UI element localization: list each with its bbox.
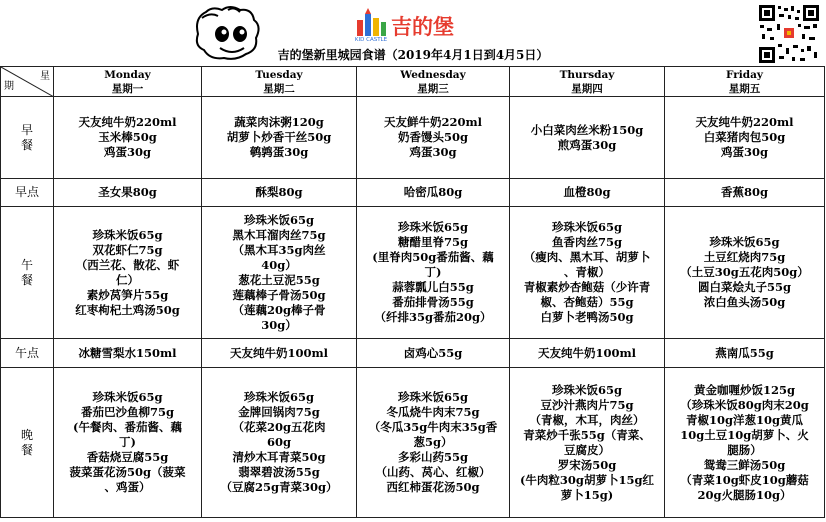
menu-item-line: (牛肉粒30g胡萝卜15g红 xyxy=(519,472,655,487)
menu-item-line: 珍珠米饭65g xyxy=(243,212,315,227)
meal-row-afternoon-snack xyxy=(1,339,825,368)
menu-cell xyxy=(665,368,825,518)
menu-cell xyxy=(202,207,357,339)
menu-cell xyxy=(357,179,510,207)
day-cn: 星期一 xyxy=(111,82,144,95)
menu-item-line: 卤鸡心55g xyxy=(403,345,463,360)
menu-item-line: 金牌回锅肉75g xyxy=(238,405,320,419)
menu-item-line: 鸳鸯三鲜汤50g xyxy=(703,457,786,472)
menu-item-line: 素炒莴笋片55g xyxy=(86,287,169,302)
menu-cell xyxy=(357,368,510,518)
menu-item-line: （莲藕20g棒子骨 xyxy=(232,302,326,317)
menu-item-line: 多彩山药55g xyxy=(397,450,469,464)
menu-item-line: 鸡蛋30g xyxy=(409,145,457,159)
meal-row-dinner xyxy=(1,368,825,518)
menu-item-line: 奶香馒头50g xyxy=(397,130,469,144)
meal-label xyxy=(1,207,54,339)
menu-item-line: 蒜蓉瓢儿白55g xyxy=(392,280,474,294)
menu-item-line: 60g xyxy=(266,435,292,449)
meal-label-text: 午餐 xyxy=(20,257,33,287)
meal-row-lunch xyxy=(1,207,825,339)
day-cn: 星期二 xyxy=(263,82,295,95)
menu-item-line: 酥梨80g xyxy=(255,185,303,199)
menu-cell xyxy=(665,207,825,339)
menu-cell xyxy=(510,368,665,518)
menu-cell xyxy=(665,179,825,207)
day-en: Tuesday xyxy=(255,68,303,81)
corner-bottom-label: 期 xyxy=(4,81,14,92)
menu-item-line: 30g） xyxy=(261,317,297,332)
menu-cell xyxy=(665,97,825,179)
meal-label-text: 午点 xyxy=(14,345,39,360)
menu-cell xyxy=(202,368,357,518)
menu-item-line: 西红柿蛋花汤50g xyxy=(386,480,480,494)
menu-item-line: 豆沙汁燕肉片75g xyxy=(540,397,634,412)
menu-item-line: 燕南瓜55g xyxy=(715,345,774,360)
menu-item-line: （花菜20g五花肉 xyxy=(232,420,326,434)
menu-item-line: 双花虾仁75g xyxy=(92,242,163,257)
menu-cell xyxy=(202,97,357,179)
menu-cell xyxy=(54,339,202,368)
menu-item-line: （土豆30g五花肉50g） xyxy=(680,265,809,279)
menu-item-line: 、青椒） xyxy=(564,265,610,279)
day-header-tuesday xyxy=(202,67,357,97)
menu-item-line: 黄金咖喱炒饭125g xyxy=(693,382,796,397)
menu-cell xyxy=(54,97,202,179)
day-header-wednesday xyxy=(357,67,510,97)
menu-item-line: 黑木耳溜肉丝75g xyxy=(232,227,326,242)
menu-item-line: 豆腐皮） xyxy=(564,442,610,457)
menu-cell xyxy=(510,179,665,207)
menu-item-line: 香蕉80g xyxy=(720,185,769,199)
day-en: Wednesday xyxy=(400,68,466,81)
menu-item-line: 青椒10g洋葱10g黄瓜 xyxy=(685,412,804,427)
menu-item-line: 珍珠米饭65g xyxy=(397,220,469,234)
menu-item-line: 葱5g） xyxy=(413,435,453,449)
menu-item-line: 煎鸡蛋30g xyxy=(557,137,617,152)
menu-item-line: 天友纯牛奶100ml xyxy=(229,345,329,360)
page-title: 吉的堡新里城园食谱（2019年4月1日到4月5日） xyxy=(277,48,549,62)
menu-item-line: 莲藕棒子骨汤50g xyxy=(232,287,326,302)
menu-item-line: 哈密瓜80g xyxy=(403,185,463,199)
menu-item-line: 鱼香肉丝75g xyxy=(551,235,623,249)
kid-castle-logo-sub: KID CASTLE xyxy=(355,37,388,42)
menu-cell xyxy=(202,179,357,207)
menu-item-line: 珍珠米饭65g xyxy=(551,382,623,397)
day-en: Thursday xyxy=(559,68,615,81)
menu-item-line: 珍珠米饭65g xyxy=(551,220,623,234)
menu-item-line: （珍珠米饭80g肉末20g xyxy=(680,397,809,412)
menu-item-line: 血橙80g xyxy=(563,185,611,199)
header-row xyxy=(1,67,825,97)
day-header-thursday xyxy=(510,67,665,97)
menu-item-line: （山药、莴心、红椒） xyxy=(375,465,491,479)
day-header-friday xyxy=(665,67,825,97)
menu-item-line: 青椒素炒杏鲍菇（少许青 xyxy=(523,280,651,294)
menu-item-line: 天友纯牛奶220ml xyxy=(695,115,794,129)
menu-item-line: 白萝卜老鸭汤50g xyxy=(540,310,634,324)
menu-item-line: 葱花土豆泥55g xyxy=(238,272,320,287)
menu-item-line: 糖醋里脊75g xyxy=(397,235,469,249)
menu-item-line: （西兰花、散花、虾 xyxy=(75,257,180,272)
menu-item-line: 椒、杏鲍菇）55g xyxy=(540,295,634,309)
menu-cell xyxy=(202,339,357,368)
meal-label-text: 早点 xyxy=(14,185,39,199)
menu-item-line: 天友鲜牛奶220ml xyxy=(383,115,483,129)
menu-item-line: 20g火腿肠10g） xyxy=(697,487,792,502)
menu-item-line: 番茄巴沙鱼柳75g xyxy=(80,405,175,419)
menu-cell xyxy=(357,97,510,179)
meal-label xyxy=(1,179,54,207)
menu-cell xyxy=(665,339,825,368)
menu-item-line: 翡翠碧波汤55g xyxy=(238,465,320,479)
menu-item-line: 小白菜肉丝米粉150g xyxy=(530,122,644,137)
menu-item-line: 胡萝卜炒香干丝50g xyxy=(226,130,332,144)
menu-item-line: 珍珠米饭65g xyxy=(92,390,163,404)
day-cn: 星期三 xyxy=(417,82,449,95)
menu-item-line: 10g土豆10g胡萝卜、火 xyxy=(680,427,809,442)
meal-label xyxy=(1,339,54,368)
menu-item-line: （青菜10g虾皮10g蘑菇 xyxy=(680,472,809,487)
menu-cell xyxy=(510,97,665,179)
menu-item-line: 冬瓜烧牛肉末75g xyxy=(386,405,480,419)
menu-item-line: 仁） xyxy=(116,272,139,287)
menu-item-line: 番茄排骨汤55g xyxy=(392,295,474,309)
menu-item-line: 丁) xyxy=(119,435,136,449)
menu-item-line: 冰糖雪梨水150ml xyxy=(78,345,177,360)
meal-row-breakfast xyxy=(1,97,825,179)
kid-castle-logo-text: 吉的堡 xyxy=(391,15,454,39)
day-cn: 星期五 xyxy=(728,82,761,95)
menu-item-line: 白菜猪肉包50g xyxy=(703,130,786,144)
menu-cell xyxy=(54,368,202,518)
menu-cell xyxy=(357,339,510,368)
menu-item-line: 清炒木耳青菜50g xyxy=(232,450,326,464)
menu-item-line: 丁) xyxy=(424,265,442,279)
menu-item-line: 浓白鱼头汤50g xyxy=(703,295,786,309)
menu-item-line: （瘦肉、黑木耳、胡萝卜 xyxy=(523,250,651,264)
menu-item-line: 香菇烧豆腐55g xyxy=(86,450,169,464)
meal-label xyxy=(1,368,54,518)
menu-table xyxy=(0,66,825,518)
menu-item-line: 天友纯牛奶100ml xyxy=(537,345,637,360)
menu-item-line: （黑木耳35g肉丝 xyxy=(232,242,326,257)
menu-item-line: 土豆红烧肉75g xyxy=(703,250,786,264)
menu-item-line: 珍珠米饭65g xyxy=(92,227,163,242)
menu-item-line: 天友纯牛奶220ml xyxy=(78,115,177,129)
menu-cell xyxy=(54,207,202,339)
menu-item-line: 罗宋汤50g xyxy=(557,457,617,472)
menu-item-line: 蔬菜肉沫粥120g xyxy=(234,115,324,129)
day-cn: 星期四 xyxy=(571,82,603,95)
menu-item-line: 珍珠米饭65g xyxy=(397,390,469,404)
menu-item-line: 、鸡蛋） xyxy=(104,480,151,494)
menu-item-line: （青椒，木耳，肉丝） xyxy=(529,412,645,427)
meal-row-morning-snack xyxy=(1,179,825,207)
menu-item-line: 菠菜蛋花汤50g（菠菜 xyxy=(69,465,186,479)
menu-item-line: （纤排35g番茄20g） xyxy=(374,310,492,324)
menu-item-line: 珍珠米饭65g xyxy=(243,390,315,404)
menu-item-line: 珍珠米饭65g xyxy=(709,235,780,249)
menu-item-line: 青菜炒千张55g（青菜、 xyxy=(523,427,651,442)
menu-item-line: 鸡蛋30g xyxy=(103,145,152,159)
menu-item-line: (午餐肉、番茄酱、藕 xyxy=(73,420,182,434)
menu-item-line: 40g） xyxy=(261,257,297,272)
menu-item-line: 鹌鹑蛋30g xyxy=(249,145,309,159)
menu-item-line: （冬瓜35g牛肉末35g香 xyxy=(368,420,498,434)
menu-item-line: （豆腐25g青菜30g） xyxy=(220,480,338,494)
menu-item-line: 萝卜15g) xyxy=(560,487,614,502)
menu-cell xyxy=(54,179,202,207)
menu-cell xyxy=(510,339,665,368)
menu-cell xyxy=(357,207,510,339)
corner-top-label: 星 xyxy=(40,71,50,82)
menu-item-line: 玉米棒50g xyxy=(98,130,157,144)
menu-item-line: 鸡蛋30g xyxy=(720,145,769,159)
menu-item-line: 圆白菜烩丸子55g xyxy=(697,280,792,294)
kid-castle-logo xyxy=(355,6,465,42)
meal-label xyxy=(1,97,54,179)
menu-item-line: 圣女果80g xyxy=(98,185,157,199)
meal-label-text: 晚餐 xyxy=(20,427,33,457)
day-header-monday xyxy=(54,67,202,97)
menu-item-line: 腿肠） xyxy=(727,442,762,457)
corner-cell xyxy=(1,67,54,97)
menu-cell xyxy=(510,207,665,339)
day-en: Friday xyxy=(725,68,764,81)
menu-item-line: 红枣枸杞土鸡汤50g xyxy=(75,302,180,317)
menu-item-line: (里脊肉50g番茄酱、藕 xyxy=(372,250,494,264)
meal-label-text: 早餐 xyxy=(20,122,33,152)
day-en: Monday xyxy=(104,68,151,81)
